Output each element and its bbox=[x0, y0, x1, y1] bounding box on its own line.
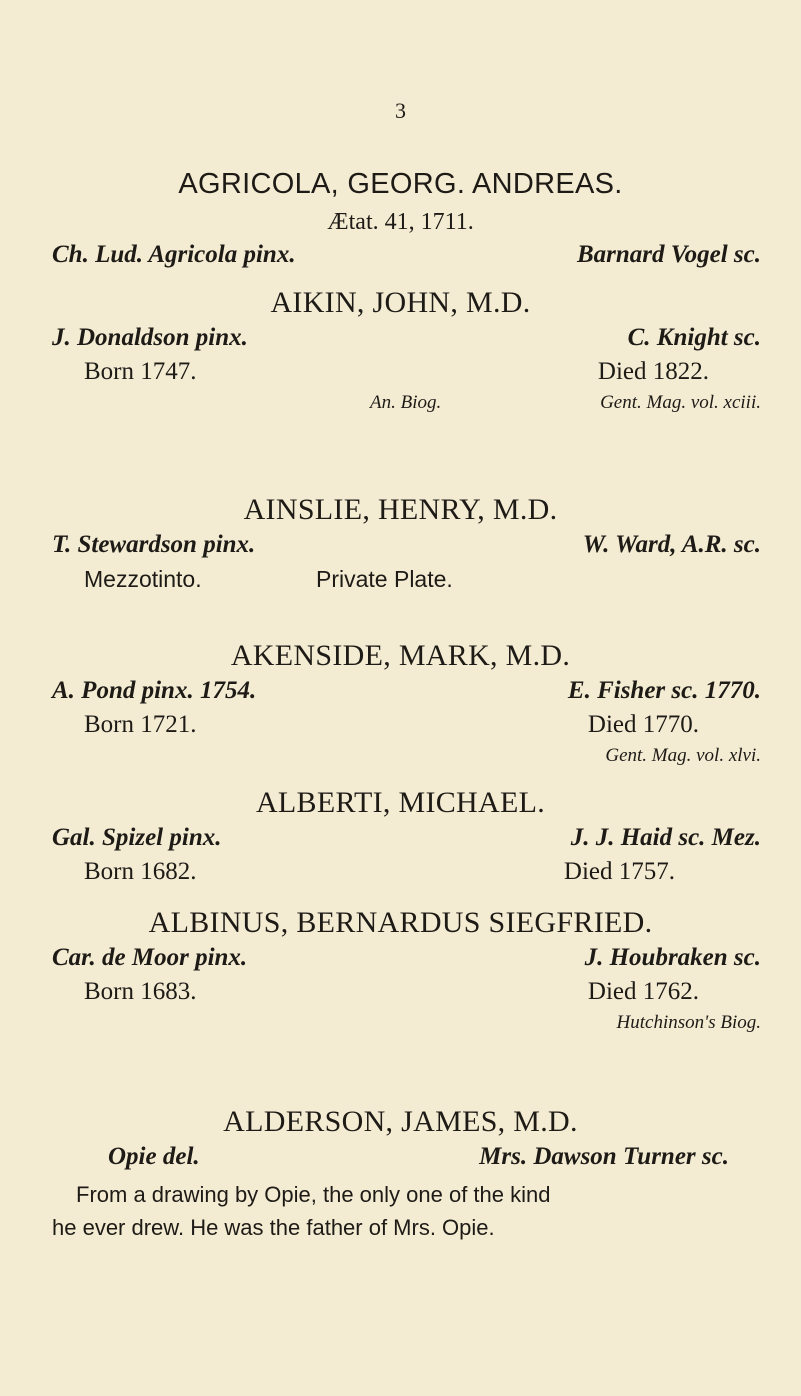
dates-row bbox=[0, 975, 801, 1009]
entry-name: AINSLIE, HENRY, M.D. bbox=[243, 493, 558, 526]
note-line-2: he ever drew. He was the father of Mrs. Opie. bbox=[52, 1215, 495, 1240]
born-date: Born 1683. bbox=[84, 978, 197, 1005]
painter-credit: Ch. Lud. Agricola pinx. bbox=[52, 241, 296, 268]
technique-row bbox=[0, 562, 801, 596]
artist-row bbox=[0, 941, 801, 975]
entry-ainslie bbox=[0, 492, 801, 596]
technique: Mezzotinto. bbox=[84, 566, 202, 592]
artist-row bbox=[0, 528, 801, 562]
entry-akenside bbox=[0, 638, 801, 770]
entry-name: AIKIN, JOHN, M.D. bbox=[270, 286, 531, 319]
entry-name: ALBINUS, BERNARDUS SIEGFRIED. bbox=[148, 906, 653, 939]
engraver-credit: Barnard Vogel sc. bbox=[576, 241, 761, 268]
died-date: Died 1822. bbox=[597, 358, 709, 385]
died-date: Died 1762. bbox=[587, 978, 699, 1005]
source-citation: Gent. Mag. vol. xlvi. bbox=[605, 745, 761, 766]
born-date: Born 1721. bbox=[84, 711, 197, 738]
artist-row bbox=[0, 321, 801, 355]
artist-row bbox=[0, 1140, 801, 1174]
note-line-1: From a drawing by Opie, the only one of the kind bbox=[76, 1182, 551, 1207]
artist-row bbox=[0, 821, 801, 855]
artist-row bbox=[0, 674, 801, 708]
entry-alberti bbox=[0, 785, 801, 889]
entry-note bbox=[52, 1178, 772, 1244]
engraver-credit: J. Houbraken sc. bbox=[584, 944, 761, 971]
entry-alderson bbox=[0, 1104, 801, 1174]
engraver-credit: E. Fisher sc. 1770. bbox=[567, 677, 761, 704]
born-date: Born 1747. bbox=[84, 358, 197, 385]
painter-credit: T. Stewardson pinx. bbox=[52, 531, 256, 558]
source-row bbox=[0, 742, 801, 770]
painter-credit: Opie del. bbox=[108, 1143, 200, 1170]
entry-name: AKENSIDE, MARK, M.D. bbox=[230, 639, 571, 672]
born-date: Born 1682. bbox=[84, 858, 197, 885]
painter-credit: Gal. Spizel pinx. bbox=[52, 824, 222, 851]
entry-albinus bbox=[0, 905, 801, 1037]
entry-name: ALBERTI, MICHAEL. bbox=[255, 786, 546, 819]
source-citation-a: An. Biog. bbox=[370, 392, 442, 413]
engraver-credit: W. Ward, A.R. sc. bbox=[582, 531, 761, 558]
died-date: Died 1757. bbox=[563, 858, 675, 885]
plate-type: Private Plate. bbox=[316, 566, 453, 592]
entry-age-date: Ætat. 41, 1711. bbox=[327, 209, 474, 235]
source-citation: Hutchinson's Biog. bbox=[616, 1012, 761, 1033]
artist-row bbox=[0, 238, 801, 272]
painter-credit: A. Pond pinx. 1754. bbox=[52, 677, 257, 704]
dates-row bbox=[0, 708, 801, 742]
source-row bbox=[0, 1009, 801, 1037]
painter-credit: J. Donaldson pinx. bbox=[52, 324, 248, 351]
dates-row bbox=[0, 855, 801, 889]
entry-name: AGRICOLA, GEORG. ANDREAS. bbox=[178, 168, 623, 200]
source-row bbox=[0, 389, 801, 417]
entry-aikin bbox=[0, 285, 801, 417]
engraver-credit: C. Knight sc. bbox=[627, 324, 761, 351]
dates-row bbox=[0, 355, 801, 389]
entry-agricola bbox=[0, 166, 801, 272]
died-date: Died 1770. bbox=[587, 711, 699, 738]
source-citation-b: Gent. Mag. vol. xciii. bbox=[600, 392, 761, 413]
engraver-credit: Mrs. Dawson Turner sc. bbox=[479, 1143, 729, 1170]
page-number: 3 bbox=[395, 98, 406, 123]
entry-name: ALDERSON, JAMES, M.D. bbox=[223, 1105, 578, 1138]
engraver-credit: J. J. Haid sc. Mez. bbox=[570, 824, 761, 851]
painter-credit: Car. de Moor pinx. bbox=[52, 944, 248, 971]
